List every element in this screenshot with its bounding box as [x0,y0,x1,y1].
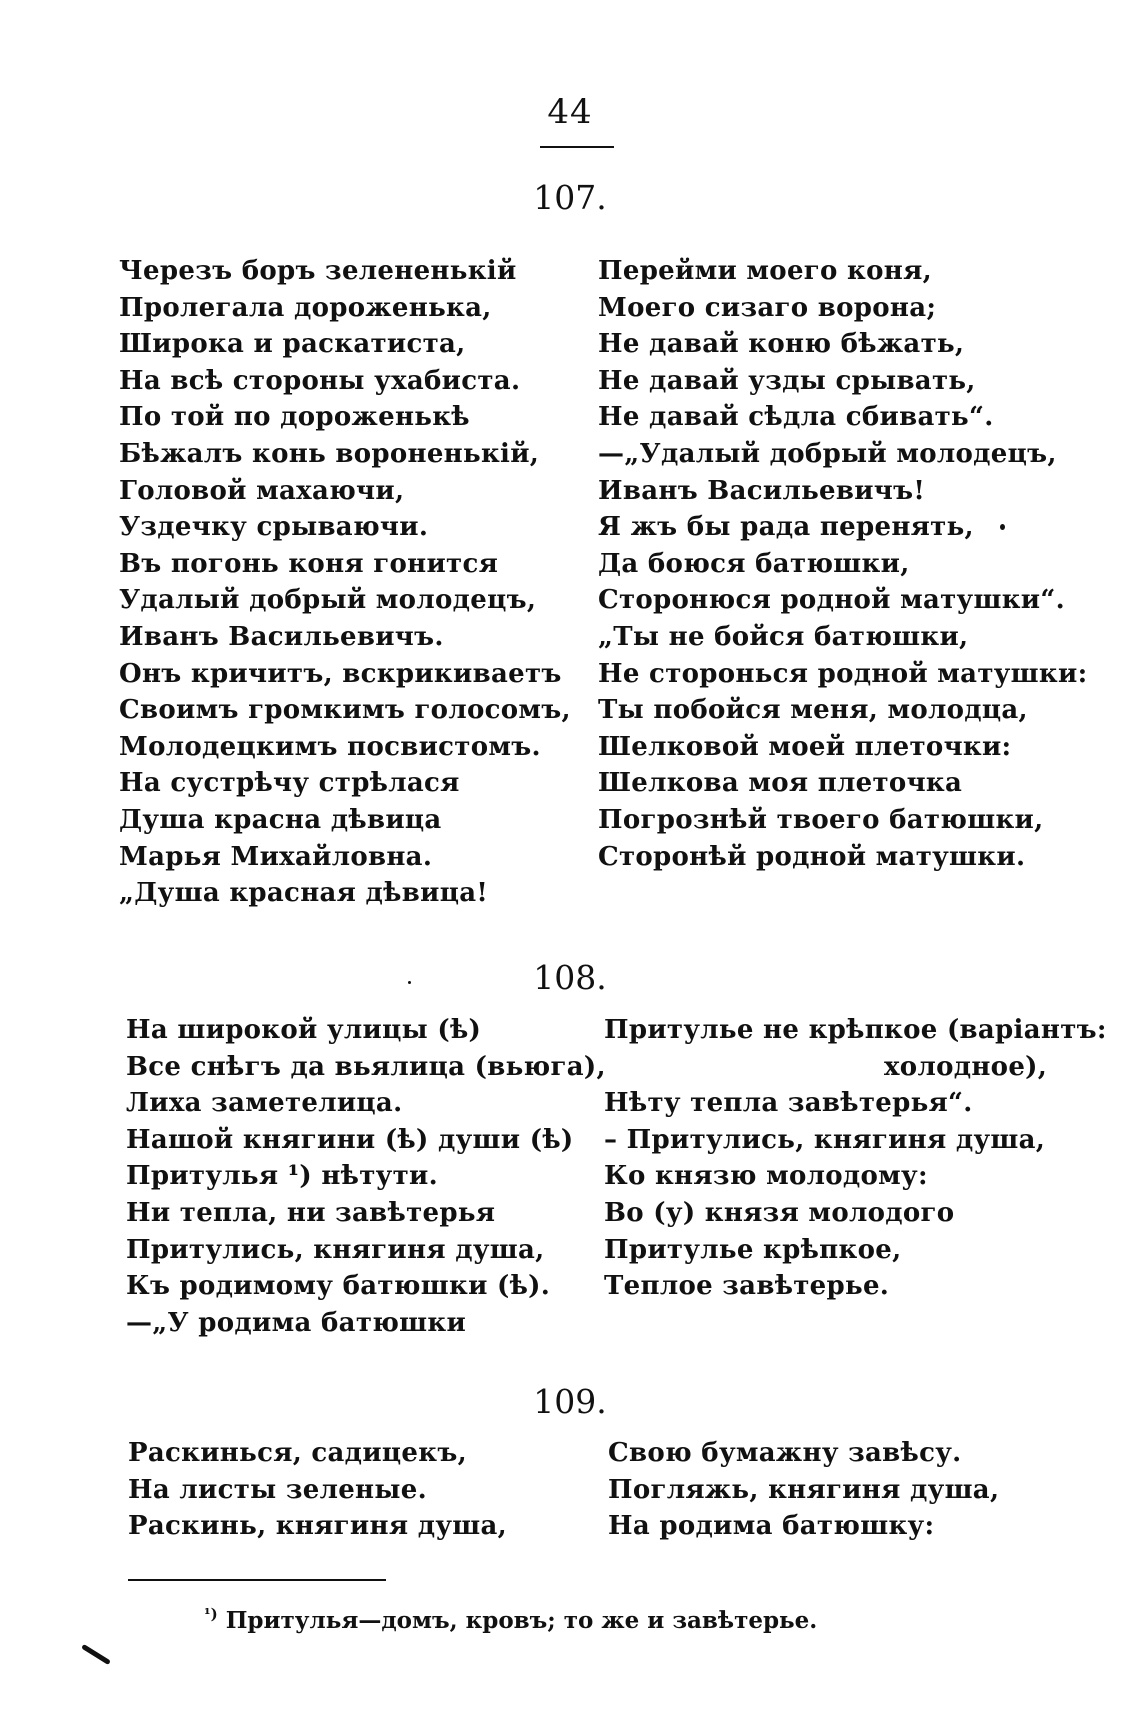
verse-line: Иванъ Васильевичъ! [598,475,926,506]
verse-line: Уздечку срываючи. [119,512,429,543]
verse-line-continuation: холодное), [884,1051,1048,1082]
verse-line: Погрознѣй твоего батюшки, [598,804,1044,835]
verse-line: Сторонюся родной матушки“. [598,585,1066,616]
verse-line: Перейми моего коня, [598,256,932,286]
song-number-107: 107. [533,178,607,217]
scan-speck [1000,524,1005,530]
verse-line: Притулье крѣпкое, [604,1234,902,1265]
verse-line: Во (у) князя молодого [604,1197,955,1228]
verse-line: На листы зеленые. [128,1474,427,1505]
verse-line: Въ погонь коня гонится [119,548,499,579]
verse-line: Лиха заметелица. [126,1088,403,1119]
verse-line: Къ родимому батюшки (ѣ). [126,1271,551,1302]
verse-line: Шелкова моя плеточка [598,768,963,799]
verse-line: Удалый добрый молодецъ, [119,585,537,616]
verse-line: —„Удалый добрый молодецъ, [598,438,1057,469]
song-107-left-column [119,253,571,912]
verse-line: На всѣ стороны ухабиста. [119,365,521,396]
verse-line: Головой махаючи, [119,475,405,506]
verse-line: Свою бумажну завѣсу. [608,1438,962,1468]
verse-line: Я жъ бы рада перенять, [598,512,974,543]
verse-line: На родима батюшку: [608,1511,935,1542]
verse-line: Иванъ Васильевичъ. [119,621,444,652]
verse-line: Ни тепла, ни завѣтерья [126,1197,496,1228]
verse-line: На сустрѣчу стрѣлася [119,768,460,799]
verse-line: – Притулись, княгиня душа, [604,1124,1046,1155]
verse-line: Широка и раскатиста, [119,329,466,360]
verse-line: Погляжь, княгиня душа, [608,1474,1000,1505]
verse-line: Раскинь, княгиня душа, [128,1511,508,1542]
verse-line: Шелковой моей плеточки: [598,731,1012,762]
song-109-left-column [128,1435,507,1545]
footnote-marker: ¹) [204,1605,218,1623]
page-number: 44 [547,92,593,132]
verse-line: Не давай узды срывать, [598,365,976,396]
song-number-108: 108. [533,958,607,997]
verse-line: Ты побойся меня, молодца, [598,695,1028,726]
song-108-right-column [604,1012,1107,1305]
verse-line: „Ты не бойся батюшки, [598,621,969,652]
verse-line: Черезъ боръ зелененькій [119,256,517,286]
verse-line: Сторонѣй родной матушки. [598,841,1026,872]
verse-line: —„У родима батюшки [126,1307,467,1338]
footnote-rule [128,1579,386,1581]
footnote [204,1598,817,1637]
song-108-left-column [126,1012,606,1341]
verse-line: Не давай коню бѣжать, [598,329,965,360]
verse-line: Молодецкимъ посвистомъ. [119,731,541,762]
verse-line: Да боюся батюшки, [598,548,910,579]
verse-line: Пролегала дороженька, [119,292,492,323]
verse-line: Раскинься, садицекъ, [128,1438,467,1468]
verse-line: Душа красна дѣвица [119,804,442,835]
song-number-109: 109. [533,1382,607,1421]
scan-mark [81,1644,111,1665]
verse-line: Притулья ¹) нѣтути. [126,1161,438,1192]
verse-line: Не сторонься родной матушки: [598,658,1088,689]
verse-line: По той по дороженькѣ [119,402,470,433]
verse-line: Ко князю молодому: [604,1161,928,1192]
verse-line: Онъ кричитъ, вскрикиваетъ [119,658,562,689]
verse-line: Не давай сѣдла сбивать“. [598,402,994,433]
song-107-right-column [598,253,1087,875]
footnote-text: Притулья—домъ, кровъ; то же и завѣтерье. [225,1607,818,1634]
verse-line: Притулье не крѣпкое (варіантъ: [604,1015,1107,1045]
verse-line: На широкой улицы (ѣ) [126,1015,482,1045]
verse-line: Нѣту тепла завѣтерья“. [604,1088,973,1119]
verse-line: Притулись, княгиня душа, [126,1234,545,1265]
song-109-right-column [608,1435,999,1545]
verse-line: Нашой княгини (ѣ) души (ѣ) [126,1124,574,1155]
verse-line: Все снѣгъ да вьялица (вьюга), [126,1051,606,1082]
verse-line: Своимъ громкимъ голосомъ, [119,695,571,726]
verse-line: Моего сизаго ворона; [598,292,937,323]
scan-speck [408,981,411,984]
verse-line: Теплое завѣтерье. [604,1271,890,1302]
page-number-rule [540,146,614,148]
verse-line: „Душа красная дѣвица! [119,878,489,909]
verse-line: Бѣжалъ конь вороненькій, [119,438,540,469]
verse-line: Марья Михайловна. [119,841,433,872]
